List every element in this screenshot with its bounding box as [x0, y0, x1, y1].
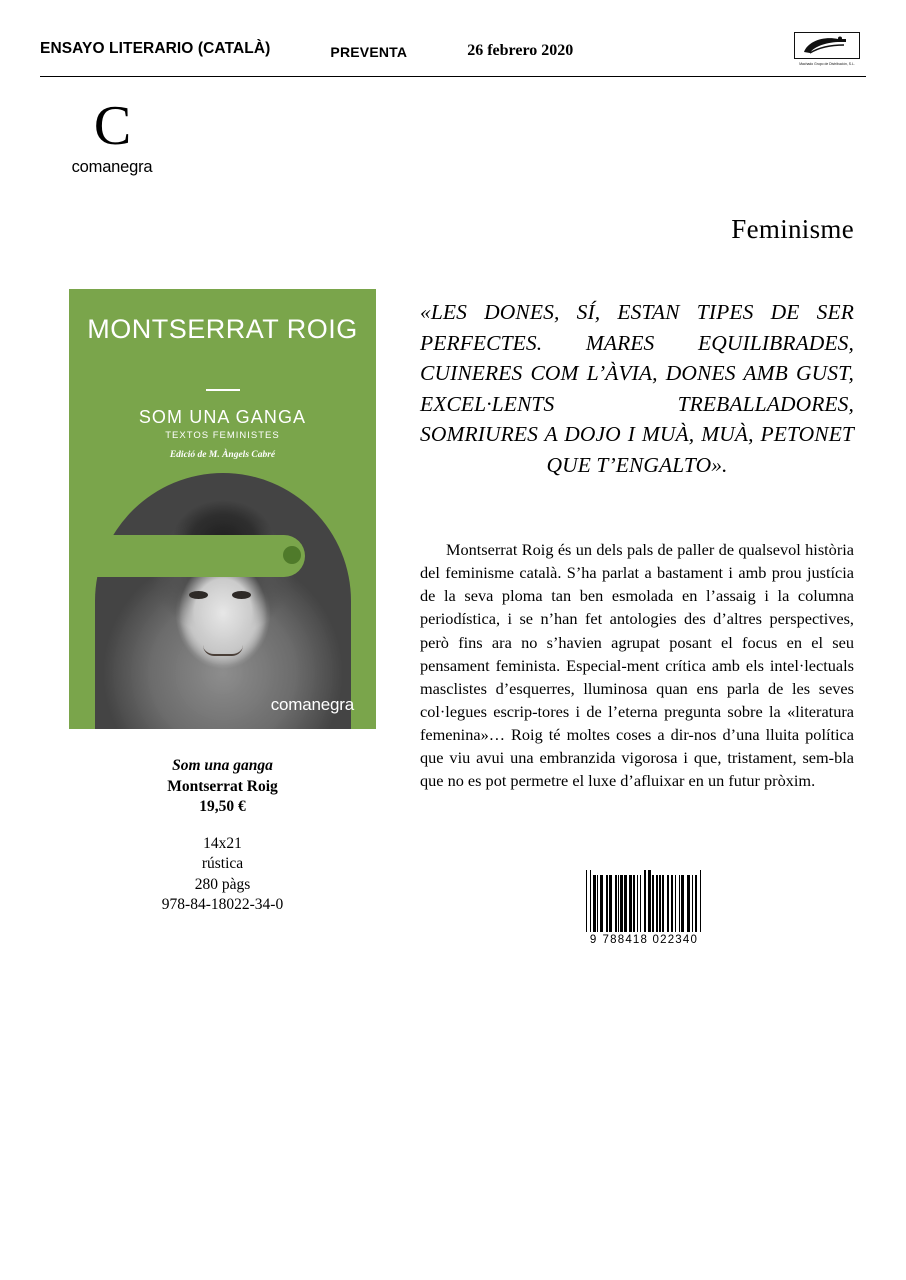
cover-imprint: comanegra — [270, 695, 354, 714]
barcode-lead-digit: 9 — [589, 934, 598, 946]
cover-author-portrait — [95, 473, 351, 729]
book-author: Montserrat Roig — [167, 777, 278, 795]
portrait-photo — [95, 473, 351, 729]
cover-subtitle: TEXTOS FEMINISTES — [165, 430, 280, 441]
book-title: Som una ganga — [172, 757, 273, 774]
distributor-logo-text: Machado Grupo de Distribución, S.L. — [799, 62, 855, 66]
distributor-logo — [788, 30, 866, 67]
barcode-number — [580, 934, 708, 946]
pull-quote: «LES DONES, SÍ, ESTAN TIPES DE SER PERFECTES. MARES EQUILIBRADES, CUINERES COM L’ÀVIA, DONES AMB GUST, EXCEL·LENTS TREBALLADORES, SOMRIURES A DOJO I MUÀ, MUÀ, PETONET QUE T’ENGALTO». — [420, 300, 854, 477]
cover-author: MONTSERRAT ROIG — [87, 314, 358, 344]
cover-dot-shape — [283, 546, 301, 564]
cover-divider — [206, 389, 240, 391]
publisher-mark-icon: C — [93, 95, 131, 157]
header-date: 26 febrero 2020 — [467, 42, 574, 59]
portrait-mouth — [203, 645, 243, 656]
book-specs — [69, 834, 376, 916]
header-status-preventa: PREVENTA — [330, 44, 408, 60]
page-header — [40, 30, 866, 77]
publisher-logo — [52, 95, 172, 177]
portrait-eye-left — [189, 591, 208, 599]
book-binding: rústica — [201, 855, 244, 873]
cover-title: SOM UNA GANGA — [138, 407, 307, 427]
header-category: ENSAYO LITERARIO (CATALÀ) — [40, 40, 271, 57]
publisher-name: comanegra — [71, 158, 153, 176]
barcode-digits: 788418 022340 — [602, 934, 699, 946]
book-description: Montserrat Roig és un dels pals de paller de qualsevol història del feminisme català. S’ha parlat a bastament i amb prou justícia de la seva ploma tan ben esmolada en l’assaig i la columna periodística, i se n’han fet antologies des d’altres perspectives, però fins ara no s’havien agrupat posant el focus en el seu pensament feminista. Especial-ment crítica amb els intel·lectuals masclistes d’esquerres, lluminosa quan ens parla de les seves col·legues escrip-tores i de l’eterna pregunta sobre la «literatura femenina»… Roig té moltes coses a dir-nos d’una lluita política que viu avui una embranzida vigorosa i que, tristament, sem-bla que no es pot permetre el luxe d’afluixar en un futur pròxim. — [420, 540, 854, 791]
book-price: 19,50 € — [199, 798, 246, 816]
barcode — [580, 870, 708, 946]
book-format: 14x21 — [203, 834, 242, 852]
book-pages: 280 pàgs — [194, 875, 251, 893]
book-metadata — [69, 756, 376, 916]
cover-swoosh-shape — [95, 535, 305, 577]
machado-logo-icon — [794, 32, 860, 62]
section-title: Feminisme — [731, 214, 854, 244]
barcode-bars — [580, 870, 708, 932]
book-cover-image — [69, 289, 376, 729]
cover-editor-credit: Edició de M. Àngels Cabré — [169, 450, 276, 460]
portrait-eye-right — [232, 591, 251, 599]
book-isbn: 978-84-18022-34-0 — [161, 896, 284, 914]
